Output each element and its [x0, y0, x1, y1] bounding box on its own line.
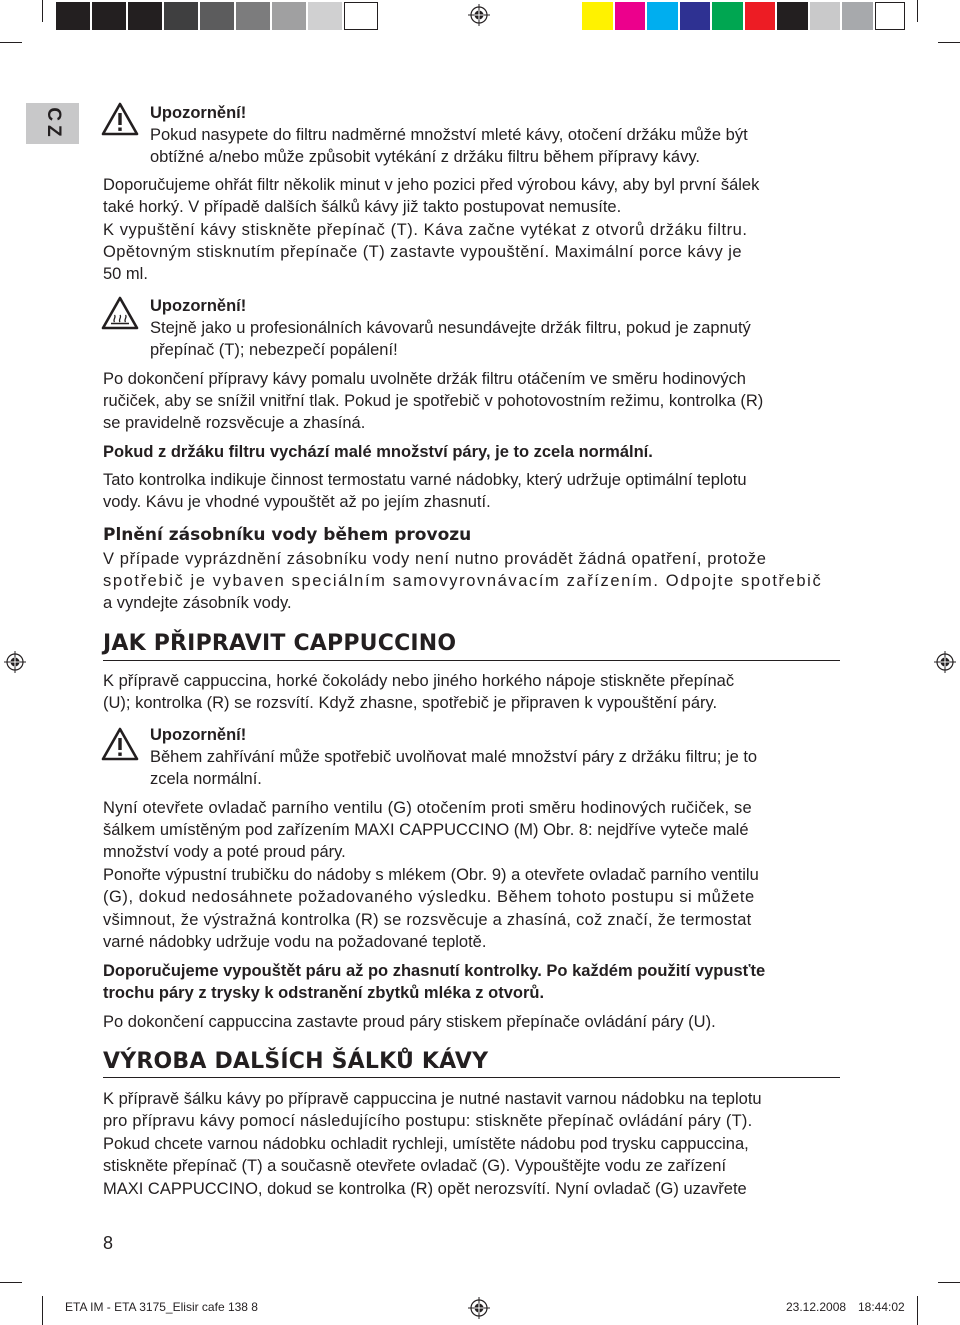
warning-text-line: Pokud nasypete do filtru nadměrné množství mleté kávy, otočení držáku může být — [150, 126, 748, 144]
body-text-line: ručiček, aby se snížil vnitřní tlak. Pokud je spotřebič v pohotovostním režimu, kontrolka (R) — [103, 392, 764, 410]
body-text-line: V případe vyprázdnění zásobníku vody není nutno provádět žádná opatření, protože — [103, 550, 767, 568]
body-text-line: K vypuštění kávy stiskněte přepínač (T). Káva začne vytékat z otvorů držáku filtru. — [103, 221, 748, 239]
crop-mark — [938, 42, 960, 43]
section-heading: JAK PŘIPRAVIT CAPPUCCINO — [103, 631, 457, 656]
color-bar-swatch — [842, 2, 873, 30]
body-text-line: vody. Kávu je vhodné vypouštět až po jejím zhasnutí. — [103, 493, 491, 511]
footer-file-name: ETA IM - ETA 3175_Elisir cafe 138 8 — [65, 1300, 258, 1314]
body-text-line: Ponořte výpustní trubičku do nádoby s mlékem (Obr. 9) a otevřete ovladač parního ventilu — [103, 866, 759, 884]
page-number: 8 — [103, 1233, 114, 1253]
body-text-line: šálkem umístěným pod zařízením MAXI CAPPUCCINO (M) Obr. 8: nejdříve vyteče malé — [103, 821, 749, 839]
warning-text-line: Během zahřívání může spotřebič uvolňovat malé množství páry z držáku filtru; je to — [150, 748, 758, 766]
color-bar-swatch — [92, 2, 126, 30]
warning-title: Upozornění! — [150, 726, 247, 744]
warning-text-line: Stejně jako u profesionálních kávovarů nesundávejte držák filtru, pokud je zapnutý — [150, 319, 751, 337]
footer-date: 23.12.2008 — [786, 1300, 847, 1314]
color-bar-swatch — [875, 2, 906, 30]
color-bar-swatch — [164, 2, 198, 30]
body-text-line: také horký. V případě dalších šálků kávy již takto postupovat nemusíte. — [103, 198, 622, 216]
body-text-line: Opětovným stisknutím přepínače (T) zastavte vypouštění. Maximální porce kávy je — [103, 243, 742, 261]
bold-note: Pokud z držáku filtru vychází malé množství páry, je to zcela normální. — [103, 443, 653, 461]
warning-text-line: zcela normální. — [150, 770, 262, 788]
registration-mark-icon — [934, 651, 956, 673]
language-tab-label: CZ — [42, 106, 64, 141]
body-text-line: (G), dokud nedosáhnete požadovaného výsledku. Během tohoto postupu si můžete — [103, 888, 755, 906]
color-bar-swatch — [308, 2, 342, 30]
footer-time: 18:44:02 — [858, 1300, 905, 1314]
crop-mark — [42, 1296, 43, 1325]
color-bar-swatch — [582, 2, 613, 30]
body-text-line: pro přípravu kávy pomocí následujícího postupu: stiskněte přepínač ovládání páry (T). — [103, 1112, 753, 1130]
color-bar-swatch — [680, 2, 711, 30]
section-heading: Plnění zásobníku vody během provozu — [103, 525, 472, 545]
registration-mark-icon — [468, 1297, 490, 1319]
bold-note: trochu páry z trysky k odstranění zbytků mléka z otvorů. — [103, 984, 545, 1002]
color-bar-swatch — [745, 2, 776, 30]
crop-mark — [917, 0, 918, 22]
warning-triangle-icon — [101, 102, 139, 136]
registration-mark-icon — [4, 651, 26, 673]
body-text-line: stiskněte přepínač (T) a současně otevřete ovladač (G). Vypouštějte vodu ze zařízení — [103, 1157, 727, 1175]
bold-note: Doporučujeme vypouštět páru až po zhasnutí kontrolky. Po každém použití vypusťte — [103, 962, 766, 980]
crop-mark — [0, 1282, 22, 1283]
color-bar-swatch — [236, 2, 270, 30]
section-divider — [103, 1077, 840, 1078]
crop-mark — [42, 0, 43, 22]
registration-mark-icon — [468, 4, 490, 26]
language-tab — [26, 103, 79, 144]
warning-triangle-icon — [101, 727, 139, 761]
body-text-line: Po dokončení přípravy kávy pomalu uvolněte držák filtru otáčením ve směru hodinových — [103, 370, 746, 388]
color-bar-swatch — [647, 2, 678, 30]
color-bar-swatch — [272, 2, 306, 30]
section-divider — [103, 660, 840, 661]
body-text-line: množství vody a poté proud páry. — [103, 843, 346, 861]
body-text-line: K přípravě cappuccina, horké čokolády nebo jiného horkého nápoje stiskněte přepínač — [103, 672, 735, 690]
body-text-line: se pravidelně rozsvěcuje a zhasíná. — [103, 414, 366, 432]
color-bar-swatch — [128, 2, 162, 30]
color-bar-swatch — [344, 2, 378, 30]
body-text-line: Tato kontrolka indikuje činnost termostatu varné nádobky, který udržuje optimální teplotu — [103, 471, 747, 489]
body-text-line: spotřebič je vybaven speciálním samovyrovnávacím zařízením. Odpojte spotřebič — [103, 572, 823, 590]
warning-text-line: obtížné a/nebo může způsobit vytékání z držáku filtru během přípravy kávy. — [150, 148, 700, 166]
body-text-line: a vyndejte zásobník vody. — [103, 594, 292, 612]
body-text-line: Pokud chcete varnou nádobku ochladit rychleji, umístěte nádobu pod trysku cappuccina, — [103, 1135, 749, 1153]
body-text-line: Nyní otevřete ovladač parního ventilu (G) otočením proti směru hodinových ručiček, se — [103, 799, 752, 817]
color-bar-swatch — [200, 2, 234, 30]
crop-mark — [917, 1296, 918, 1325]
crop-mark — [0, 42, 22, 43]
body-text-line: Po dokončení cappuccina zastavte proud páry stiskem přepínače ovládání páry (U). — [103, 1013, 716, 1031]
crop-mark — [938, 1282, 960, 1283]
hot-surface-warning-icon — [101, 296, 139, 330]
color-bar-swatch — [810, 2, 841, 30]
body-text-line: všimnout, že výstražná kontrolka (R) se rozsvěcuje a zhasíná, což značí, že termostat — [103, 911, 752, 929]
section-heading: VÝROBA DALŠÍCH ŠÁLKŮ KÁVY — [103, 1049, 489, 1074]
color-bar-swatch — [712, 2, 743, 30]
body-text-line: MAXI CAPPUCCINO, dokud se kontrolka (R) opět nerozsvítí. Nyní ovladač (G) uzavřete — [103, 1180, 747, 1198]
body-text-line: Doporučujeme ohřát filtr několik minut v jeho pozici před výrobou kávy, aby byl první šálek — [103, 176, 760, 194]
body-text-line: K přípravě šálku kávy po přípravě cappuccina je nutné nastavit varnou nádobku na teplotu — [103, 1090, 762, 1108]
warning-title: Upozornění! — [150, 297, 247, 315]
warning-text-line: přepínač (T); nebezpečí popálení! — [150, 341, 398, 359]
color-bar-swatch — [615, 2, 646, 30]
body-text-line: (U); kontrolka (R) se rozsvítí. Když zhasne, spotřebič je připraven k vypouštění páry. — [103, 694, 718, 712]
body-text-line: varné nádobky udržuje vodu na požadované teplotě. — [103, 933, 487, 951]
body-text-line: 50 ml. — [103, 265, 148, 283]
color-bar-swatch — [56, 2, 90, 30]
color-bar-swatch — [777, 2, 808, 30]
warning-title: Upozornění! — [150, 104, 247, 122]
